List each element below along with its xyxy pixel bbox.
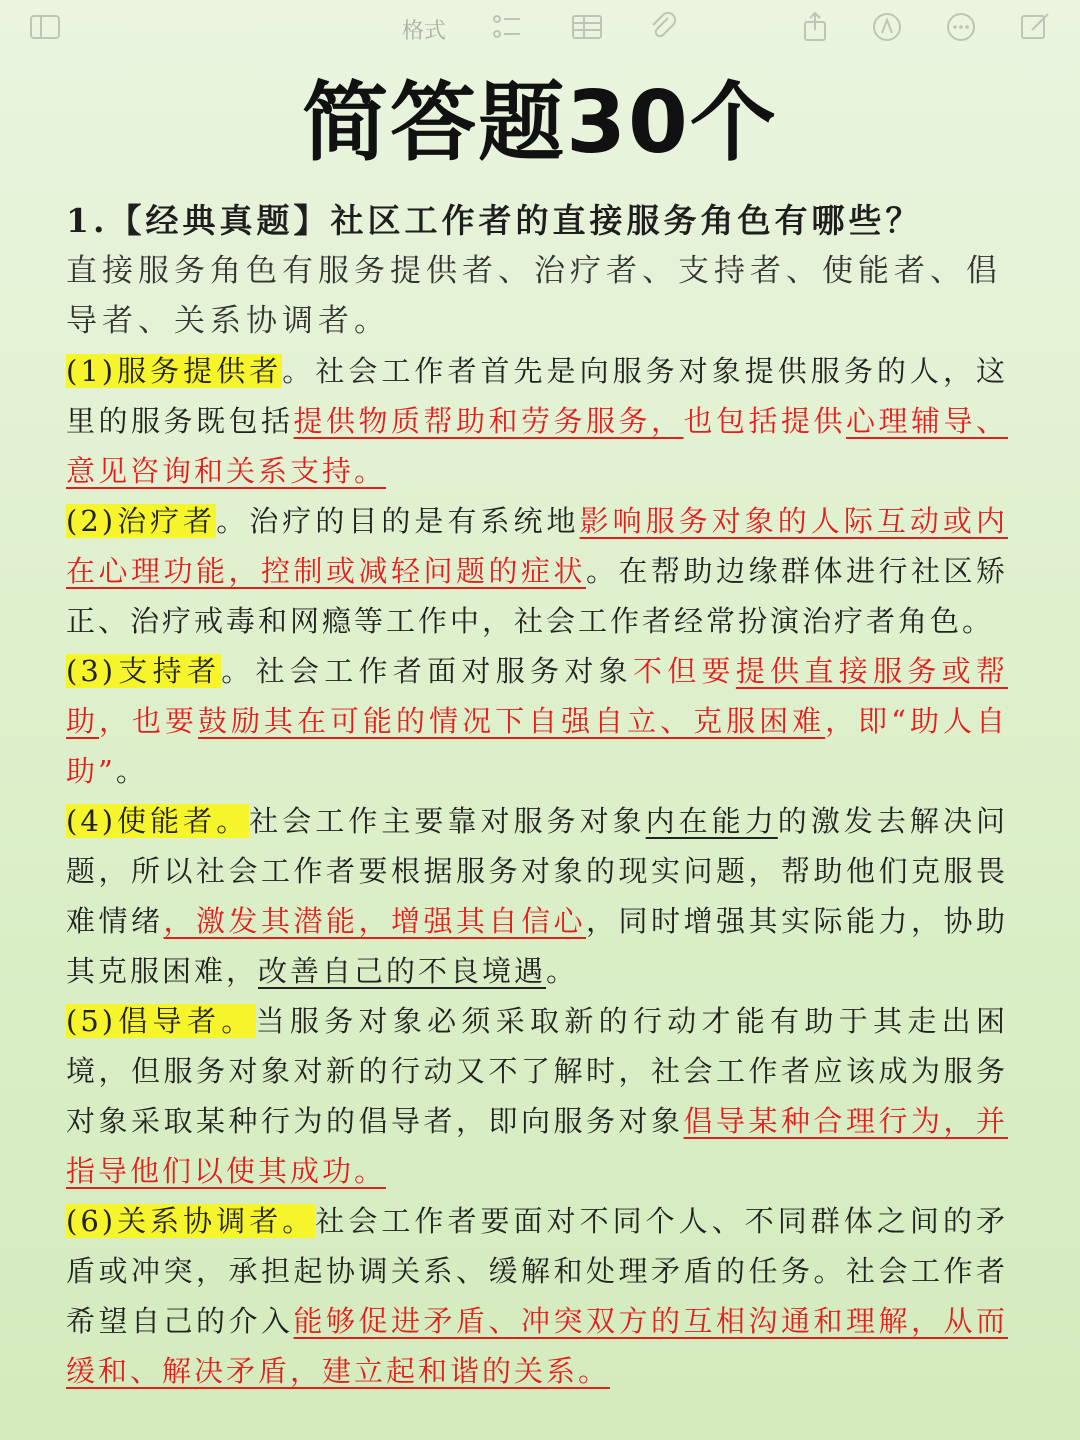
item-label-highlight: (3)支持者 xyxy=(66,654,222,688)
answer-item xyxy=(66,996,1008,1196)
answer-item xyxy=(66,646,1008,796)
compose-icon[interactable] xyxy=(1018,10,1052,44)
item-label-highlight: (6)关系协调者。 xyxy=(66,1204,316,1238)
format-button[interactable]: 格式 xyxy=(402,19,447,44)
key-point-text: 影响服务对象的人际互动或内在心理功能，控制或减轻问题的症状 xyxy=(66,504,1008,588)
body-text: 。 xyxy=(546,954,579,988)
item-label-highlight: (5)倡导者。 xyxy=(66,1004,256,1038)
item-label-highlight: (2)治疗者 xyxy=(66,504,217,538)
body-text: 。社会工作者面对服务对象 xyxy=(221,654,633,688)
toolbar xyxy=(0,0,1080,58)
key-point-text: ，激发其潜能，增强其自信心 xyxy=(163,904,586,938)
body-text: 的激发去解决问题，所以社会工作者要根据服务对象的现实问题，帮助他们克服畏难情绪 xyxy=(66,804,1008,938)
underlined-text: 内在能力 xyxy=(645,804,778,838)
key-point-text: 也包括提供 xyxy=(683,404,846,438)
key-point-text: 心理辅导、意见咨询和关系支持。 xyxy=(66,404,1008,488)
key-point-text: ，也要 xyxy=(99,704,199,738)
key-point-text: ，即“助人自助” xyxy=(66,704,1008,788)
body-text: 。在帮助边缘群体进行社区矫正、治疗戒毒和网瘾等工作中，社会工作者经常扮演治疗者角色。 xyxy=(66,554,1008,638)
body-text: 社会工作者要面对不同个人、不同群体之间的矛盾或冲突，承担起协调关系、缓解和处理矛盾的任务。社会工作者希望自己的介入 xyxy=(66,1204,1008,1338)
table-icon[interactable] xyxy=(570,10,604,44)
underlined-text: 改善自己的不良境遇 xyxy=(258,954,547,988)
body-text: 。 xyxy=(115,754,148,788)
body-text: 。社会工作者首先是向服务对象提供服务的人，这里的服务既包括 xyxy=(66,354,1008,438)
key-point-text: 鼓励其在可能的情况下自强自立、克服困难 xyxy=(198,704,826,738)
question-heading: 1.【经典真题】社区工作者的直接服务角色有哪些？ xyxy=(66,201,923,240)
more-icon[interactable] xyxy=(944,10,978,44)
key-point-text: 提供直接服务或帮助 xyxy=(66,654,1008,738)
key-point-text: 能够促进矛盾、冲突双方的互相沟通和理解，从而缓和、解决矛盾，建立起和谐的关系。 xyxy=(66,1304,1008,1388)
key-point-text: 倡导某种合理行为，并指导他们以使其成功。 xyxy=(66,1104,1008,1188)
item-label-highlight: (4)使能者。 xyxy=(66,804,250,838)
question-intro: 直接服务角色有服务提供者、治疗者、支持者、使能者、倡导者、关系协调者。 xyxy=(66,253,1002,339)
item-label-highlight: (1)服务提供者 xyxy=(66,354,283,388)
sidebar-icon[interactable] xyxy=(28,10,62,44)
body-text: 社会工作主要靠对服务对象 xyxy=(249,804,646,838)
body-text: 。治疗的目的是有系统地 xyxy=(216,504,580,538)
answer-item xyxy=(66,796,1008,996)
share-icon[interactable] xyxy=(798,10,832,44)
checklist-icon[interactable] xyxy=(490,10,524,44)
body-text: 当服务对象必须采取新的行动才能有助于其走出困境，但服务对象对新的行动又不了解时，社会工作者应该成为服务对象采取某种行为的倡导者，即向服务对象 xyxy=(66,1004,1008,1138)
answer-items xyxy=(66,346,1008,1396)
note-body xyxy=(66,196,1008,1396)
answer-item xyxy=(66,346,1008,496)
body-text: ，同时增强其实际能力，协助其克服困难， xyxy=(66,904,1008,988)
answer-item xyxy=(66,496,1008,646)
markup-icon[interactable] xyxy=(870,10,904,44)
attachment-icon[interactable] xyxy=(646,10,680,44)
answer-item xyxy=(66,1196,1008,1396)
page-title: 简答题30个 xyxy=(302,73,778,173)
key-point-text: 不但要 xyxy=(632,654,736,688)
key-point-text: 提供物质帮助和劳务服务， xyxy=(293,404,684,438)
